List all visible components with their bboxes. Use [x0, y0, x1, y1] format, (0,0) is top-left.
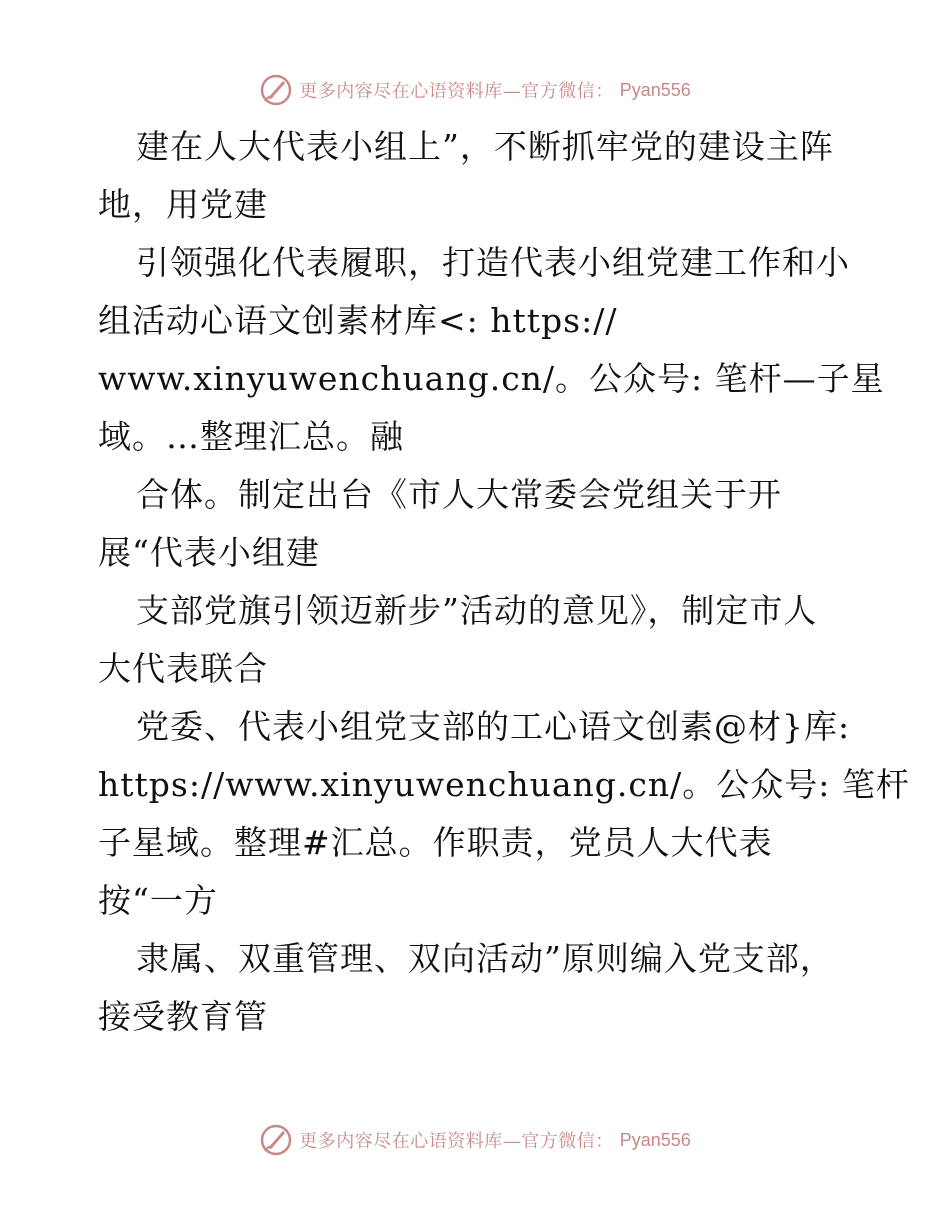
- body-line: 地，用党建: [98, 185, 268, 224]
- body-line: 合体。制定出台《市人大常委会党组关于开: [136, 475, 782, 514]
- body-line: 党委、代表小组党支部的工心语文创素@材}库:: [136, 707, 851, 746]
- footer-banner: [0, 1120, 950, 1160]
- body-line: 大代表联合: [98, 649, 268, 688]
- banner-text: 更多内容尽在心语资料库—官方微信：: [299, 1131, 614, 1152]
- body-line: 按“一方: [98, 881, 218, 920]
- body-line: 组活动心语文创素材库<: https://: [98, 301, 618, 340]
- body-line: https://www.xinyuwenchuang.cn/。公众号: 笔杆: [98, 765, 910, 804]
- quill-logo-icon: [259, 1123, 293, 1157]
- banner-wechat-id: Pyan556: [619, 1129, 691, 1150]
- body-line: 子星域。整理#汇总。作职责，党员人大代表: [98, 823, 773, 862]
- header-banner: [0, 70, 950, 110]
- body-line: 接受教育管: [98, 997, 268, 1036]
- body-line: 建在人大代表小组上”，不断抓牢党的建设主阵: [136, 127, 834, 166]
- quill-logo-icon: [259, 73, 293, 107]
- body-line: 展“代表小组建: [98, 533, 320, 572]
- body-line: www.xinyuwenchuang.cn/。公众号: 笔杆—子星: [98, 359, 885, 398]
- body-line: 域。…整理汇总。融: [98, 417, 404, 456]
- body-line: 引领强化代表履职，打造代表小组党建工作和小: [136, 243, 850, 282]
- banner-text: 更多内容尽在心语资料库—官方微信：: [299, 81, 614, 102]
- body-line: 隶属、双重管理、双向活动”原则编入党支部，: [136, 939, 834, 978]
- banner-wechat-id: Pyan556: [619, 79, 691, 100]
- document-body: [98, 118, 910, 1046]
- body-line: 支部党旗引领迈新步”活动的意见》，制定市人: [136, 591, 818, 630]
